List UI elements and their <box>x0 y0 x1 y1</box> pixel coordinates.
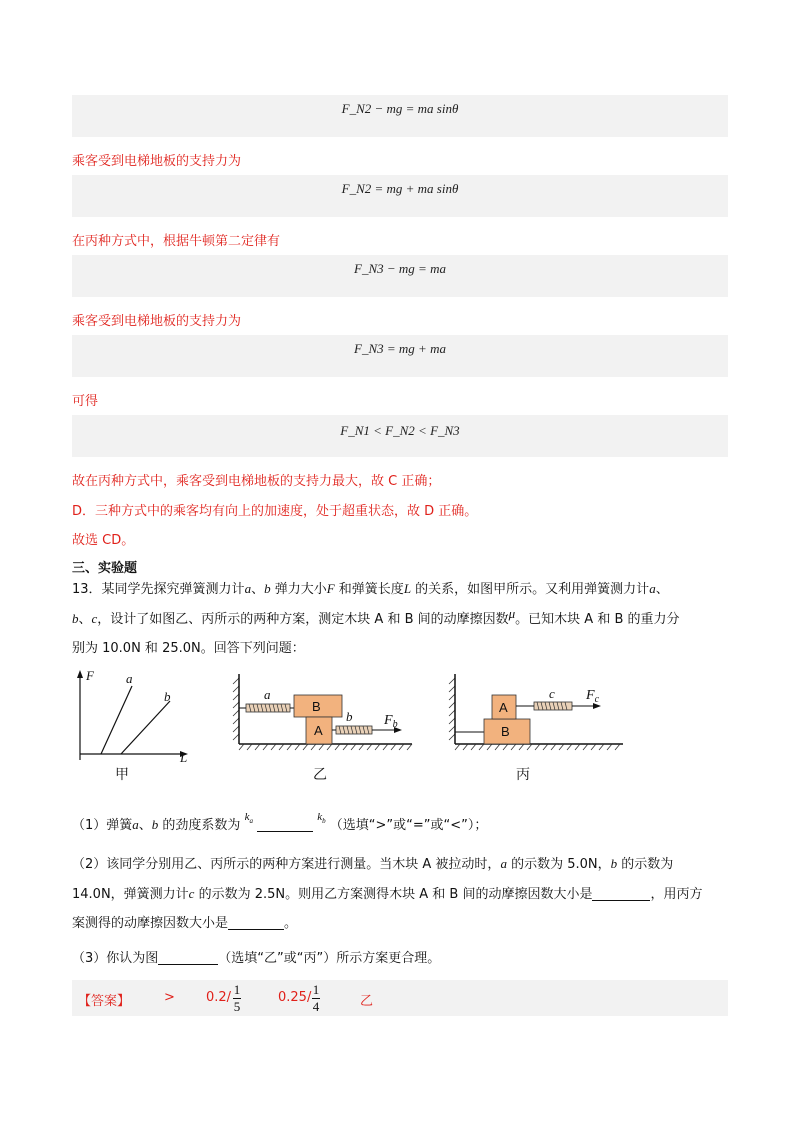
caption-bing: 丙 <box>516 767 530 783</box>
y-axis-arrow <box>77 670 83 678</box>
subquestion-1: （1）弹簧a、b 的劲度系数为 $^{k_a}$ $^{k_b}$ （选填“>”或“=”或“<”）； <box>72 811 488 833</box>
caption-yi: 乙 <box>313 767 327 783</box>
question-number: 13． <box>72 582 102 597</box>
label-A: A <box>499 700 508 715</box>
line-a <box>101 686 132 754</box>
solution-line-c-correct: 故在丙种方式中，乘客受到电梯地板的支持力最大，故 C 正确； <box>72 474 441 489</box>
subquestion-2: （2）该同学分别用乙、丙所示的两种方案进行测量。当木块 A 被拉动时，a 的示数为 5.0N，b 的示数为 14.0N，弹簧测力计c 的示数为 2.5N。则用乙方案测得木块 A 和 B 间的动摩擦因数大小是 ，用丙方 案测得的动摩擦因数大小是 。 <box>72 856 703 931</box>
figure-jia-graph <box>70 668 200 763</box>
figure-yi-setup <box>232 672 417 752</box>
answer-3: 0.25/ <box>278 990 312 1005</box>
solution-line-therefore: 可得 <box>72 394 99 409</box>
answer-1: > <box>164 990 175 1005</box>
spring-a <box>246 704 290 712</box>
label-Fb: $F_b$ <box>384 713 398 730</box>
equation-box-5 <box>72 415 728 457</box>
ground-hatch <box>239 744 412 750</box>
answer-2-denominator: 5 <box>233 999 241 1014</box>
question-line-3: 别为 10.0N 和 25.0N。回答下列问题： <box>72 641 305 656</box>
equation-box-4 <box>72 335 728 377</box>
wall-hatch <box>233 678 239 740</box>
answer-box <box>72 980 728 1016</box>
label-Fc: $F_c$ <box>586 688 600 705</box>
label-A: A <box>314 723 323 738</box>
answer-3-denominator: 4 <box>312 999 320 1014</box>
label-a: a <box>126 671 133 686</box>
blank-2[interactable] <box>592 886 650 901</box>
label-L: L <box>180 750 188 763</box>
section-title: 三、实验题 <box>72 561 138 576</box>
solution-line-choose: 故选 CD。 <box>72 533 135 548</box>
caption-jia: 甲 <box>115 767 129 783</box>
label-c: c <box>549 686 555 701</box>
solution-line-support-force-2: 乘客受到电梯地板的支持力为 <box>72 314 242 329</box>
question-line-2: b、c，设计了如图乙、丙所示的两种方案，测定木块 A 和 B 间的动摩擦因数μ。已知木块 A 和 B 的重力分 <box>72 606 680 627</box>
label-B: B <box>312 699 321 714</box>
equation-box-3 <box>72 255 728 297</box>
label-b: b <box>346 709 353 724</box>
equation-box-2 <box>72 175 728 217</box>
equation-fn2-minus: F_N2 − mg = ma sinθ <box>341 101 459 116</box>
subquestion-3: （3）你认为图 （选填“乙”或“丙”）所示方案更合理。 <box>72 951 441 966</box>
wall-hatch <box>449 678 455 740</box>
solution-line-support-force: 乘客受到电梯地板的支持力为 <box>72 154 242 169</box>
answer-2-numerator: 1 <box>233 982 241 997</box>
equation-fn3-minus: F_N3 − mg = ma <box>354 261 446 276</box>
blank-4[interactable] <box>158 950 218 965</box>
blank-3[interactable] <box>228 915 284 930</box>
line-b <box>121 701 170 754</box>
figure-bing-setup <box>448 672 628 752</box>
answer-4: 乙 <box>360 994 374 1009</box>
ground-hatch <box>455 744 620 750</box>
solution-line-d-correct: D．三种方式中的乘客均有向上的加速度，处于超重状态，故 D 正确。 <box>72 504 478 519</box>
question-line-1: 13．某同学先探究弹簧测力计a、b 弹力大小F 和弹簧长度L 的关系，如图甲所示。又利用弹簧测力计a、 <box>72 581 669 597</box>
equation-fn2: F_N2 = mg + ma sinθ <box>341 181 459 196</box>
label-F: F <box>86 668 94 683</box>
answer-2: 0.2/ <box>206 990 232 1005</box>
question-paragraph <box>72 574 732 663</box>
label-b: b <box>164 689 171 704</box>
spring-b <box>336 726 372 734</box>
answer-3-numerator: 1 <box>312 982 320 997</box>
answer-label: 【答案】 <box>78 994 131 1009</box>
equation-inequality: F_N1 < F_N2 < F_N3 <box>340 423 460 438</box>
solution-line-newton-law: 在丙种方式中，根据牛顿第二定律有 <box>72 234 281 249</box>
k-b: kb <box>317 811 326 826</box>
equation-fn3: F_N3 = mg + ma <box>354 341 446 356</box>
equation-box-1 <box>72 95 728 137</box>
label-a: a <box>264 687 271 702</box>
k-a: ka <box>244 811 253 826</box>
blank-1[interactable] <box>257 817 313 832</box>
label-B: B <box>501 724 510 739</box>
